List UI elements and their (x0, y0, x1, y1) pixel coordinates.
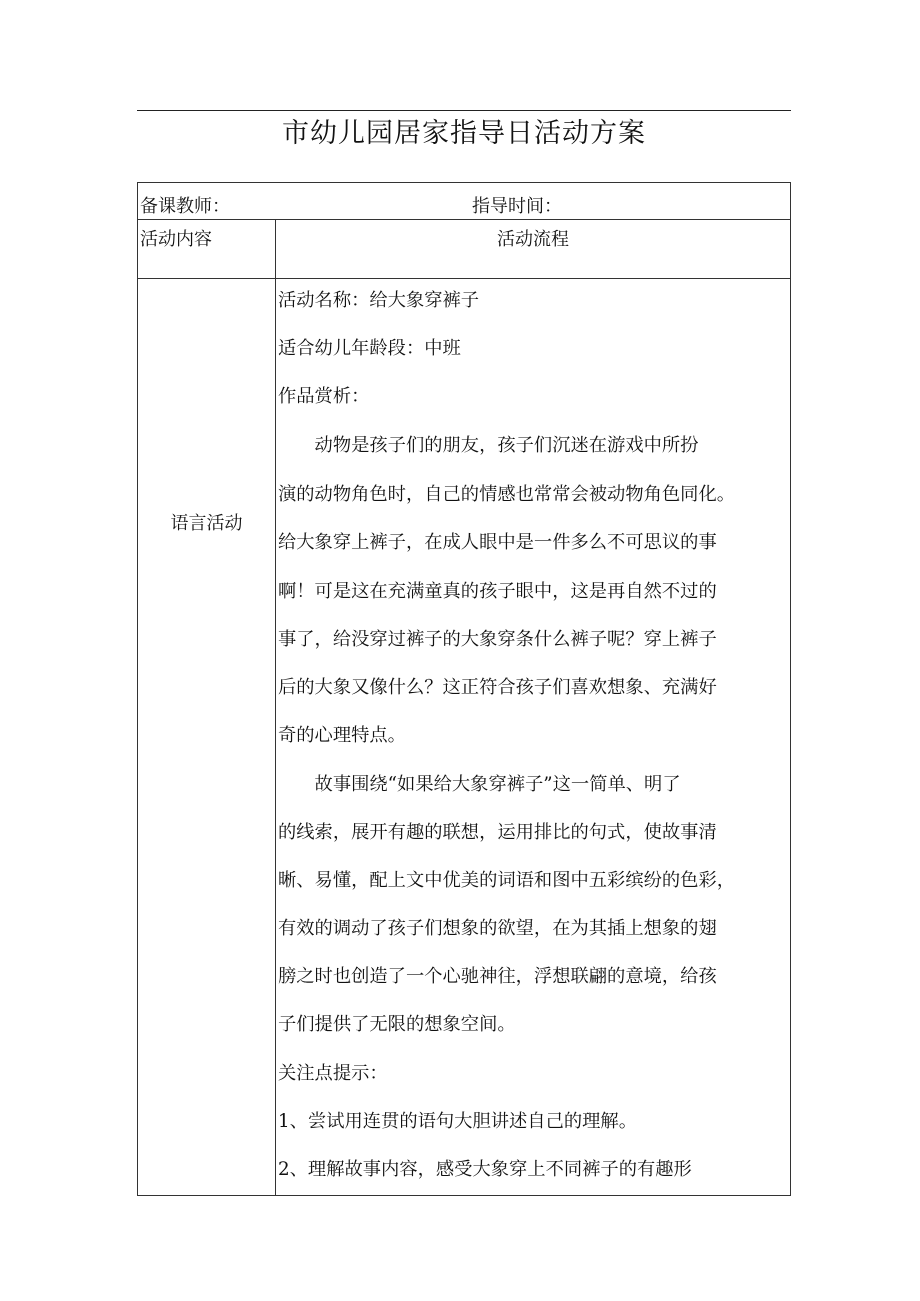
process-line: 后的大象又像什么？这正符合孩子们喜欢想象、充满好 (278, 677, 717, 698)
time-label: 指导时间： (472, 196, 562, 217)
meta-cell (138, 183, 791, 220)
process-line: 给大象穿上裤子，在成人眼中是一件多么不可思议的事 (278, 532, 717, 553)
teacher-label: 备课教师： (140, 196, 230, 217)
process-line: 1、尝试用连贯的语句大胆讲述自己的理解。 (278, 1111, 637, 1132)
process-line: 有效的调动了孩子们想象的欲望，在为其插上想象的翅 (278, 918, 717, 939)
activity-plan-table (137, 182, 791, 1196)
page-title: 市幼儿园居家指导日活动方案 (282, 118, 646, 149)
activity-type-cell (138, 279, 276, 1196)
process-line: 膀之时也创造了一个心驰神往，浮想联翩的意境，给孩 (278, 966, 717, 987)
header-row (138, 220, 791, 279)
activity-type: 语言活动 (170, 513, 243, 534)
header-activity-content: 活动内容 (138, 220, 276, 279)
process-line: 活动名称：给大象穿裤子 (278, 290, 480, 311)
top-rule (137, 110, 791, 111)
process-line: 子们提供了无限的想象空间。 (278, 1014, 516, 1035)
process-line: 动物是孩子们的朋友，孩子们沉迷在游戏中所扮 (278, 435, 699, 456)
process-line: 关注点提示： (278, 1063, 388, 1084)
process-line: 适合幼儿年龄段：中班 (278, 338, 461, 359)
process-line: 事了，给没穿过裤子的大象穿条什么裤子呢？穿上裤子 (278, 629, 717, 650)
activity-process-cell (276, 279, 791, 1196)
process-line: 2、理解故事内容，感受大象穿上不同裤子的有趣形 (278, 1159, 692, 1180)
header-activity-process: 活动流程 (276, 220, 791, 279)
process-line: 奇的心理特点。 (278, 725, 406, 746)
process-line: 啊！可是这在充满童真的孩子眼中，这是再自然不过的 (278, 581, 717, 602)
meta-row (138, 183, 791, 220)
process-line: 作品赏析： (278, 386, 370, 407)
process-line: 故事围绕“如果给大象穿裤子”这一简单、明了 (278, 774, 681, 795)
process-line: 演的动物角色时，自己的情感也常常会被动物角色同化。 (278, 484, 736, 505)
body-row (138, 279, 791, 1196)
process-line: 的线索，展开有趣的联想，运用排比的句式，使故事清 (278, 822, 717, 843)
process-line: 晰、易懂，配上文中优美的词语和图中五彩缤纷的色彩， (278, 870, 736, 891)
